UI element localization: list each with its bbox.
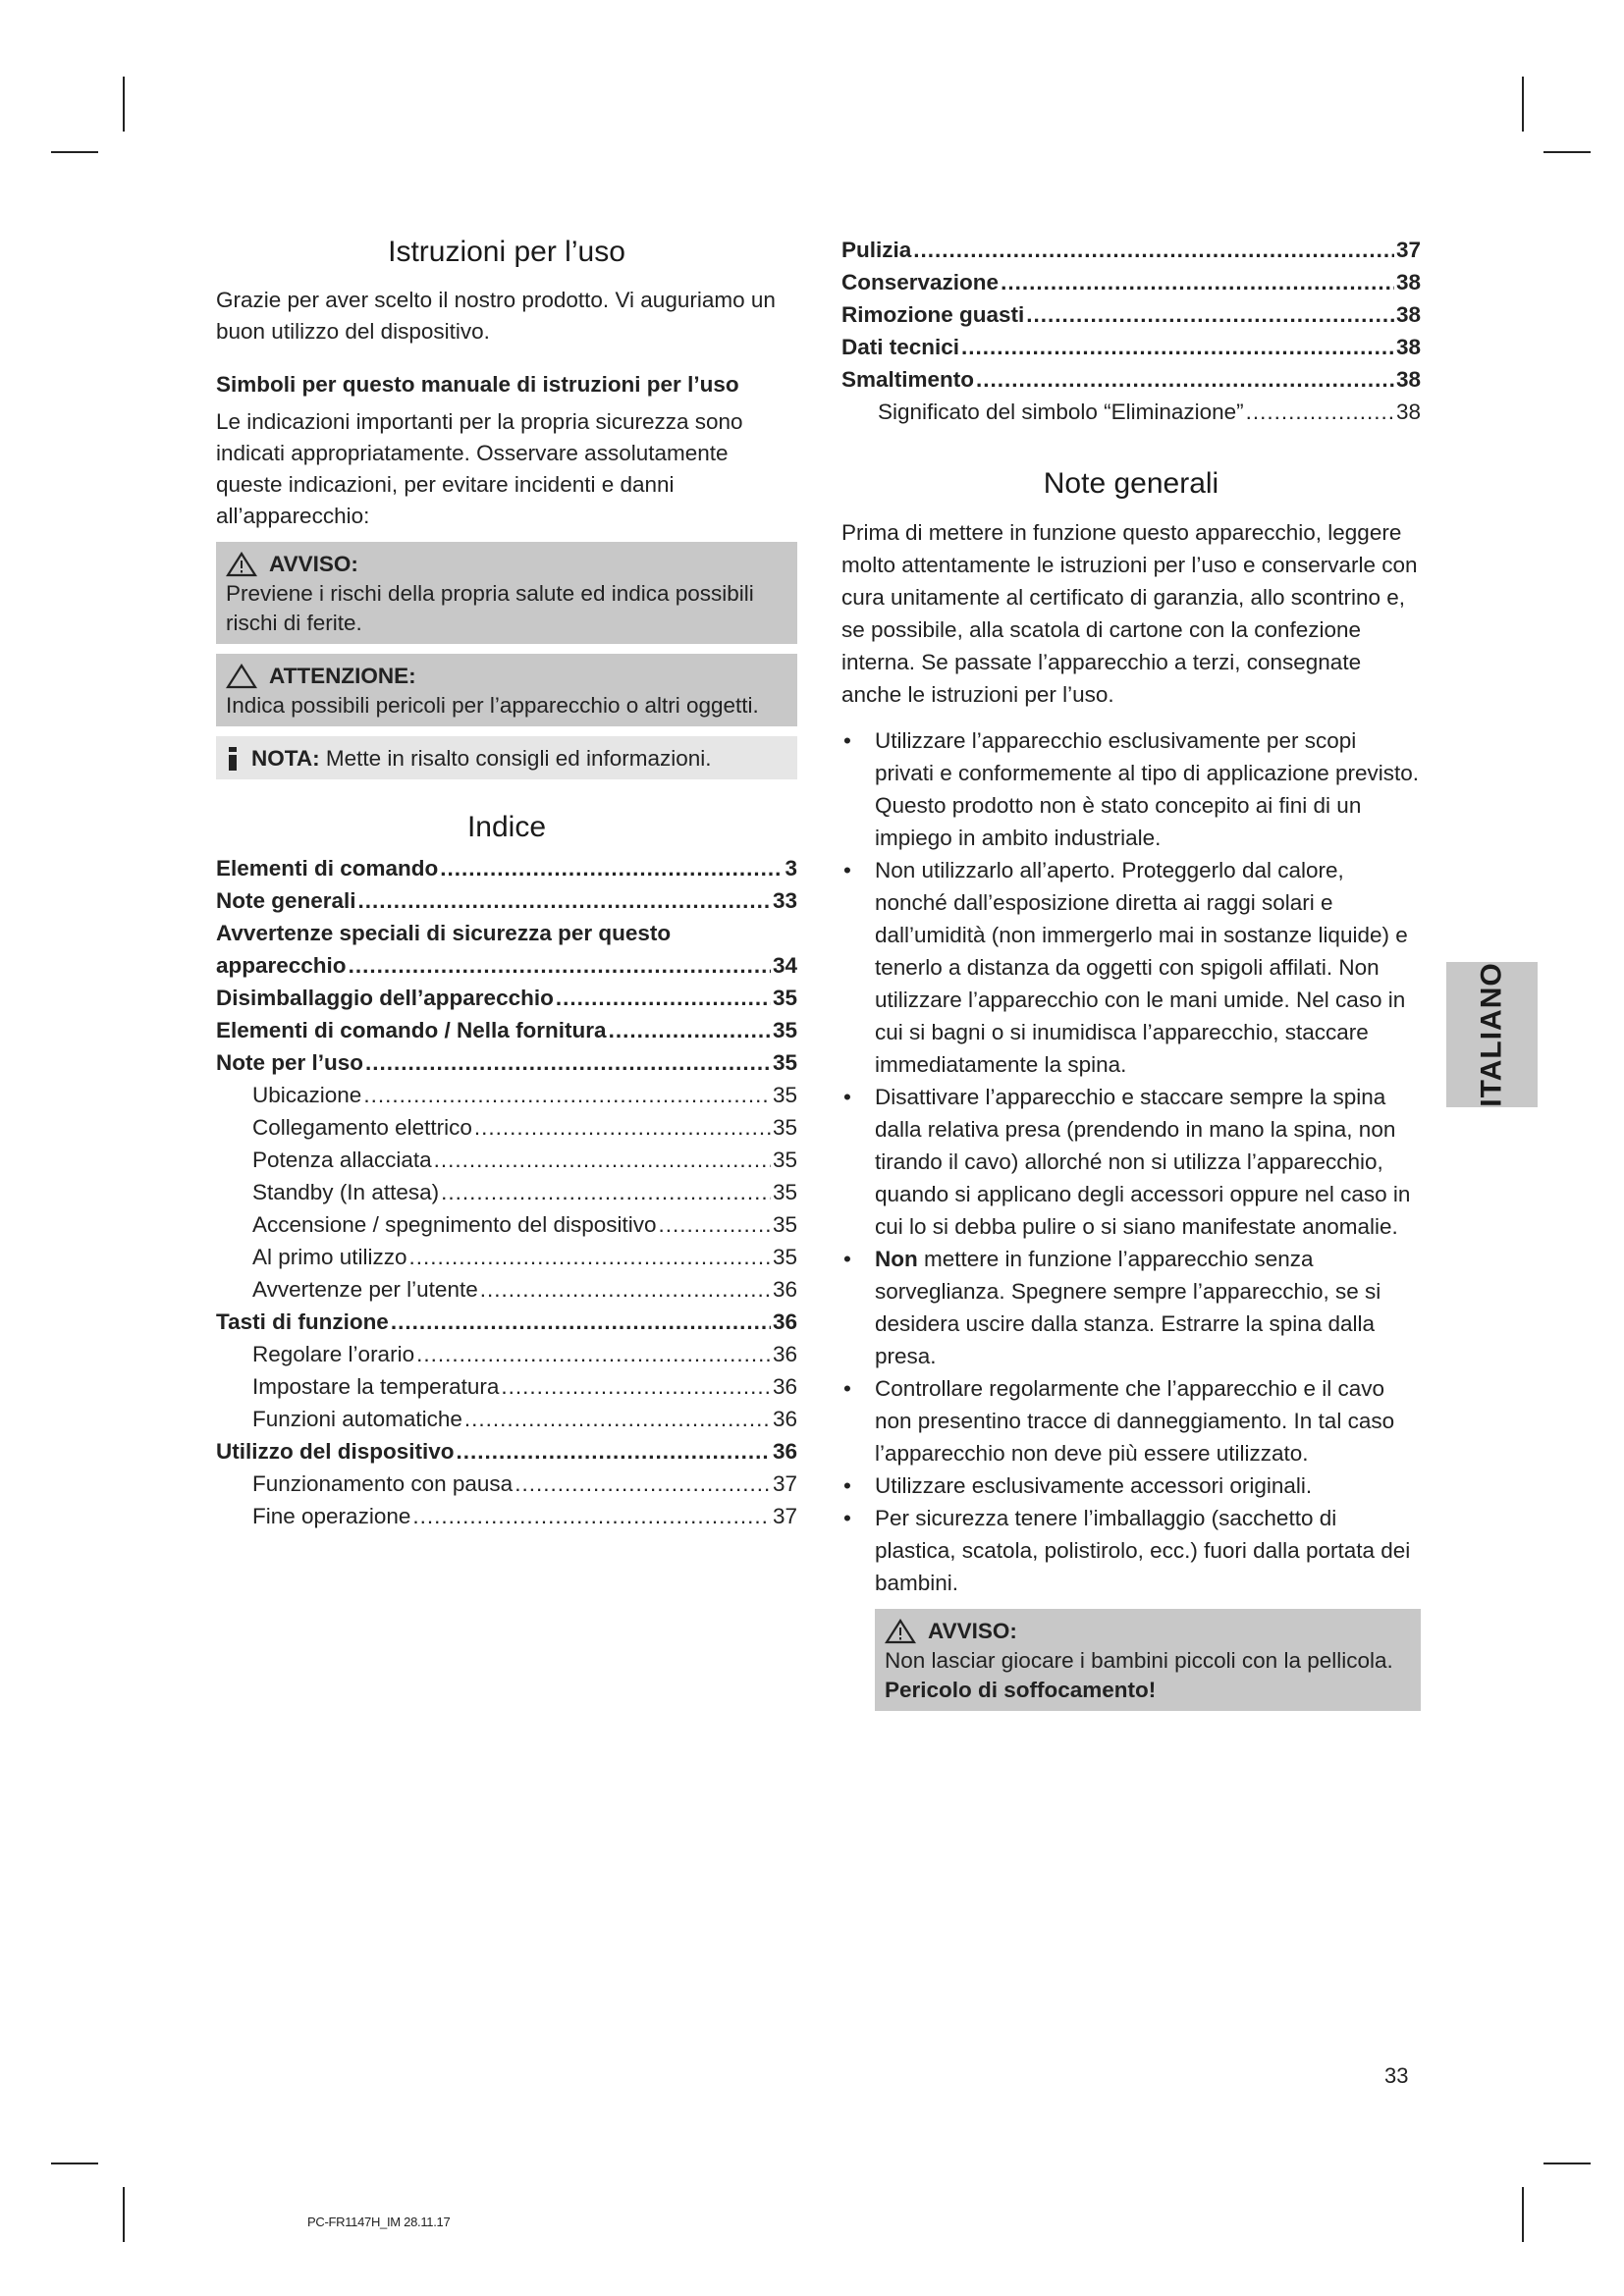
- left-column: [216, 234, 797, 1532]
- general-notes-intro: Prima di mettere in funzione questo apparecchio, leggere molto attentamente le istruzioni per l’uso e conservarle con cura unitamente al certificato di garanzia, allo scontrino e, se possibile, alla scatola di cartone con la confezione interna. Se passate l’apparecchio a terzi, consegnate anche le istruzioni per l’uso.: [841, 520, 1418, 707]
- crop-mark: [51, 2163, 98, 2164]
- crop-mark: [1522, 2187, 1524, 2242]
- warning-triangle-icon: [885, 1619, 916, 1644]
- toc-subentry[interactable]: Regolare l’orario ..... 36: [216, 1338, 797, 1370]
- info-icon: [226, 745, 240, 773]
- language-tab: [1446, 962, 1538, 1107]
- warning-text: Non lasciar giocare i bambini piccoli con la pellicola.: [885, 1648, 1393, 1673]
- toc-entry[interactable]: Note generali ..... 33: [216, 884, 797, 917]
- toc-entry[interactable]: Rimozione guasti ..... 38: [841, 298, 1421, 331]
- list-item: • Non mettere in funzione l’apparecchio senza sorveglianza. Spegnere sempre l’apparecchio, se si desidera uscire dalla stanza. Estrarre la spina dalla presa.: [841, 1243, 1421, 1372]
- crop-mark: [51, 151, 98, 153]
- toc-subentry[interactable]: Potenza allacciata ..... 35: [216, 1144, 797, 1176]
- crop-mark: [1522, 77, 1524, 132]
- note-title: NOTA:: [251, 746, 320, 771]
- crop-mark: [1543, 2163, 1591, 2164]
- toc-subentry[interactable]: Avvertenze per l’utente ..... 36: [216, 1273, 797, 1306]
- language-tab-label: ITALIANO: [1475, 962, 1508, 1107]
- list-item: • Controllare regolarmente che l’apparecchio e il cavo non presentino tracce di danneggiamento. In tal caso l’apparecchio non deve più essere utilizzato.: [841, 1372, 1421, 1469]
- intro-text: Grazie per aver scelto il nostro prodotto. Vi auguriamo un buon utilizzo del dispositivo.: [216, 288, 776, 344]
- toc-entry[interactable]: Dati tecnici ..... 38: [841, 331, 1421, 363]
- toc-entry-line[interactable]: Avvertenze speciali di sicurezza per questo: [216, 921, 672, 945]
- toc-entry[interactable]: Elementi di comando / Nella fornitura ..... 35: [216, 1014, 797, 1046]
- table-of-contents-continued: [841, 234, 1421, 428]
- warning-title: AVVISO:: [269, 552, 358, 576]
- warning-text: Previene i rischi della propria salute ed indica possibili rischi di ferite.: [226, 581, 754, 635]
- toc-subentry[interactable]: Significato del simbolo “Eliminazione” ..... 38: [841, 396, 1421, 428]
- table-of-contents: [216, 852, 797, 1532]
- list-item-emphasis: Non: [875, 1247, 918, 1271]
- toc-entry[interactable]: Conservazione ..... 38: [841, 266, 1421, 298]
- right-column: [841, 234, 1421, 1711]
- note-text: Mette in risalto consigli ed informazioni.: [325, 746, 712, 771]
- toc-subentry[interactable]: Funzionamento con pausa ..... 37: [216, 1468, 797, 1500]
- list-item: • Disattivare l’apparecchio e staccare sempre la spina dalla relativa presa (prendendo in mano la spina, non tirando il cavo) allorché non si utilizza l’apparecchio, quando si applicano degli accessori oppure nel caso in cui lo si debba pulire o si siano manifestate anomalie.: [841, 1081, 1421, 1243]
- toc-subentry[interactable]: Funzioni automatiche ..... 36: [216, 1403, 797, 1435]
- toc-entry[interactable]: Elementi di comando ..... 3: [216, 852, 797, 884]
- warning-box: [216, 542, 797, 644]
- toc-subentry[interactable]: Al primo utilizzo ..... 35: [216, 1241, 797, 1273]
- toc-subentry[interactable]: Collegamento elettrico ..... 35: [216, 1111, 797, 1144]
- warning-title: AVVISO:: [928, 1619, 1017, 1643]
- footer-doc-id: PC-FR1147H_IM 28.11.17: [307, 2215, 451, 2229]
- list-item: • Per sicurezza tenere l’imballaggio (sacchetto di plastica, scatola, polistirolo, ecc.) fuori dalla portata dei bambini.: [841, 1502, 1421, 1599]
- note-box: [216, 736, 797, 779]
- crop-mark: [123, 77, 125, 132]
- symbols-heading: Simboli per questo manuale di istruzioni per l’uso: [216, 372, 739, 397]
- toc-subentry[interactable]: Ubicazione ..... 35: [216, 1079, 797, 1111]
- caution-triangle-icon: [226, 664, 257, 689]
- crop-mark: [123, 2187, 125, 2242]
- symbols-text: Le indicazioni importanti per la propria sicurezza sono indicati appropriatamente. Osservare assolutamente queste indicazioni, per evitare incidenti e danni all’apparecchio:: [216, 409, 743, 528]
- warning-emphasis: Pericolo di soffocamento!: [885, 1678, 1157, 1702]
- warning-triangle-icon: [226, 552, 257, 577]
- caution-text: Indica possibili pericoli per l’apparecchio o altri oggetti.: [226, 693, 759, 718]
- list-item: • Utilizzare esclusivamente accessori originali.: [841, 1469, 1421, 1502]
- toc-entry[interactable]: apparecchio ..... 34: [216, 949, 797, 982]
- toc-subentry[interactable]: Standby (In attesa) ..... 35: [216, 1176, 797, 1208]
- toc-entry[interactable]: Pulizia ..... 37: [841, 234, 1421, 266]
- toc-entry[interactable]: Utilizzo del dispositivo ..... 36: [216, 1435, 797, 1468]
- warning-box-suffocation: [875, 1609, 1421, 1711]
- safety-list: [841, 724, 1421, 1599]
- section-title-note-generali: Note generali: [1043, 467, 1219, 500]
- toc-subentry[interactable]: Impostare la temperatura ..... 36: [216, 1370, 797, 1403]
- page-title: Istruzioni per l’uso: [388, 236, 625, 268]
- toc-entry[interactable]: Note per l’uso ..... 35: [216, 1046, 797, 1079]
- toc-subentry[interactable]: Fine operazione ..... 37: [216, 1500, 797, 1532]
- toc-subentry[interactable]: Accensione / spegnimento del dispositivo ..... 35: [216, 1208, 797, 1241]
- list-item: • Utilizzare l’apparecchio esclusivamente per scopi privati e conformemente al tipo di applicazione previsto. Questo prodotto non è stato concepito ai fini di un impiego in ambito industriale.: [841, 724, 1421, 854]
- crop-mark: [1543, 151, 1591, 153]
- list-item: • Non utilizzarlo all’aperto. Proteggerlo dal calore, nonché dall’esposizione diretta ai raggi solari e dall’umidità (non immergerlo mai in sostanze liquide) e tenerlo a distanza da oggetti con spigoli affilati. Non utilizzare l’apparecchio con le mani umide. Nel caso in cui si bagni o si inumidisca l’apparecchio, staccare immediatamente la spina.: [841, 854, 1421, 1081]
- toc-entry[interactable]: Disimballaggio dell’apparecchio ..... 35: [216, 982, 797, 1014]
- page-number: 33: [1384, 2063, 1409, 2088]
- caution-box: [216, 654, 797, 726]
- caution-title: ATTENZIONE:: [269, 664, 416, 688]
- index-title: Indice: [466, 811, 547, 843]
- toc-entry[interactable]: Tasti di funzione ..... 36: [216, 1306, 797, 1338]
- toc-entry[interactable]: Smaltimento ..... 38: [841, 363, 1421, 396]
